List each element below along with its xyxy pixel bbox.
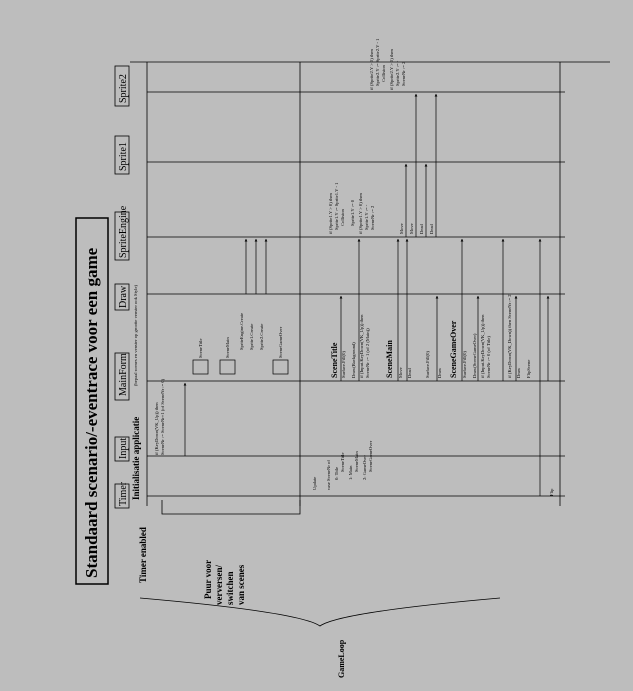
msg-draw-3: Sprite2.Create: [259, 323, 264, 350]
msg-timer-6: SceneMain: [354, 451, 359, 472]
msg-sp1-3: Collision: [340, 209, 345, 226]
msg-se-2: Move: [409, 223, 414, 234]
msg-draw-1: SpriteEngine.Create: [239, 312, 244, 350]
lifeline-label-timer: Timer: [118, 481, 129, 506]
msg-sp1-4: Sprite1.Y := 0: [350, 199, 355, 226]
scenegameover-messages: [462, 239, 554, 496]
timer-messages: [312, 440, 373, 490]
input-messages: [154, 378, 185, 456]
sprite1-messages: [328, 182, 375, 234]
msg-sg-7: Flip: [549, 488, 554, 496]
timer-enabled-label: Timer enabled: [138, 527, 148, 583]
msg-timer-2: case SceneNr of: [326, 460, 331, 490]
side-label-line-3: switchen: [225, 571, 235, 605]
msg-sp2-3: Collision: [381, 65, 386, 82]
msg-sg-8: FlipScene: [526, 359, 531, 378]
msg-sg-3: if (Input.KeyDown(VK_Up)) then: [480, 314, 485, 378]
msg-sg-4: SceneNr := 0 (of Title): [486, 336, 491, 378]
msg-sg-1: Surface.Fill(0): [462, 351, 467, 378]
msg-sp1-6: Sprite1.Y := -: [364, 204, 369, 230]
sprite2-messages: [369, 38, 406, 90]
lifeline-label-sprite2: Sprite2: [118, 74, 129, 103]
msg-timer-8: SceneGameOver: [368, 440, 373, 472]
msg-sp1-2: Sprite1.Y := Sprite1.Y - 1: [334, 182, 339, 230]
msg-sp2-6: SceneNr := 2: [401, 61, 406, 86]
msg-se-4: Dead: [429, 224, 434, 234]
msg-sp1-5: if (Sprite1.Y > 0) then: [358, 193, 363, 234]
msg-timer-4: SceneTitle: [340, 452, 345, 472]
msg-sg-5: if (KeyDown(VK_Down)) then SceneNr := 2: [507, 294, 512, 378]
gameloop-label: GameLoop: [337, 639, 346, 678]
msg-sg-2: Draw(SceneGameOver): [472, 333, 477, 378]
scene-main-label: SceneMain: [385, 340, 394, 378]
msg-sp1-7: SceneNr := 2: [370, 205, 375, 230]
side-label-block: [203, 560, 246, 605]
side-label-line-2: verversen/: [214, 565, 224, 605]
lifelines: [147, 62, 565, 506]
scenemain-messages: [398, 239, 442, 381]
lifeline-label-draw: Draw: [118, 285, 129, 308]
activation-1: [193, 360, 208, 374]
msg-sm-2: Dead: [407, 368, 412, 378]
side-label-line-4: van scenes: [236, 564, 246, 605]
lifeline-label-sprite1: Sprite1: [118, 142, 129, 171]
init-note: (bepaal scenes en venster op grootte venster ook Style): [133, 284, 138, 386]
title-box: [76, 218, 108, 584]
msg-se-3: Dead: [419, 224, 424, 234]
msg-timer-3: 0: Title: [334, 466, 339, 480]
lifeline-label-spriteengine: SpriteEngine: [118, 205, 129, 258]
msg-input-1: if (KeyDown(VK_Up)) then: [154, 402, 159, 455]
msg-st-4: SceneNr := 1 (of 2 (Main)): [365, 328, 370, 378]
msg-st-1: Surface.Fill(0): [341, 351, 346, 378]
msg-sp2-1: if (Sprite2.Y > 0) then: [369, 49, 374, 90]
msg-input-2: SceneNr := SceneNr+1 (of SceneNr := 0): [160, 378, 165, 455]
msg-se-1: Move: [399, 223, 404, 234]
scenetitle-messages: [341, 239, 370, 381]
mainform-activations: [193, 360, 288, 374]
activation-2: [220, 360, 235, 374]
create-messages: [246, 239, 266, 294]
section-labels: [131, 285, 458, 583]
refresh-bracket: [162, 500, 300, 514]
msg-st-3: if (Input.KeyDown(VK_Up)) then: [359, 314, 364, 378]
page-title: Standaard scenario/-eventrace voor een game: [82, 247, 101, 578]
side-label-line-1: Puur voor: [203, 559, 213, 599]
gameloop-brace: [140, 598, 500, 626]
scene-title-label: SceneTitle: [330, 342, 339, 378]
msg-sm-1: Move: [398, 367, 403, 378]
msg-sm-3: Surface.Fill(0): [425, 351, 430, 378]
msg-sp1-1: if (Sprite1.Y > 0) then: [328, 193, 333, 234]
msg-sp2-5: Sprite2.Y := -: [395, 60, 400, 86]
msg-timer-7: 2: GameOver: [362, 455, 367, 480]
lifeline-headers: [115, 66, 129, 508]
msg-sp2-2: Sprite2.Y := Sprite2.Y - 1: [375, 38, 380, 86]
msg-sg-6: Draw: [516, 367, 521, 378]
msg-mf-3: SceneGameOver: [278, 326, 283, 358]
lifeline-label-input: Input: [118, 437, 129, 459]
msg-timer-5: 1: Main: [348, 465, 353, 480]
msg-st-2: Draw(Background): [351, 342, 356, 378]
msg-draw-2: Sprite1.Create: [249, 323, 254, 350]
activation-3: [273, 360, 288, 374]
msg-sp2-4: if (Sprite2.Y > 0) then: [389, 49, 394, 90]
init-label: Initialisatie applicatie: [131, 416, 141, 500]
msg-mf-1: SceneTitle: [198, 338, 203, 358]
lifeline-label-mainform: MainForm: [118, 353, 129, 396]
msg-timer-1: Update: [312, 476, 317, 490]
scene-gameover-label: SceneGameOver: [449, 320, 458, 378]
msg-sm-4: Draw: [437, 367, 442, 378]
spriteengine-messages: [399, 94, 436, 237]
msg-mf-2: SceneMain: [225, 337, 230, 358]
